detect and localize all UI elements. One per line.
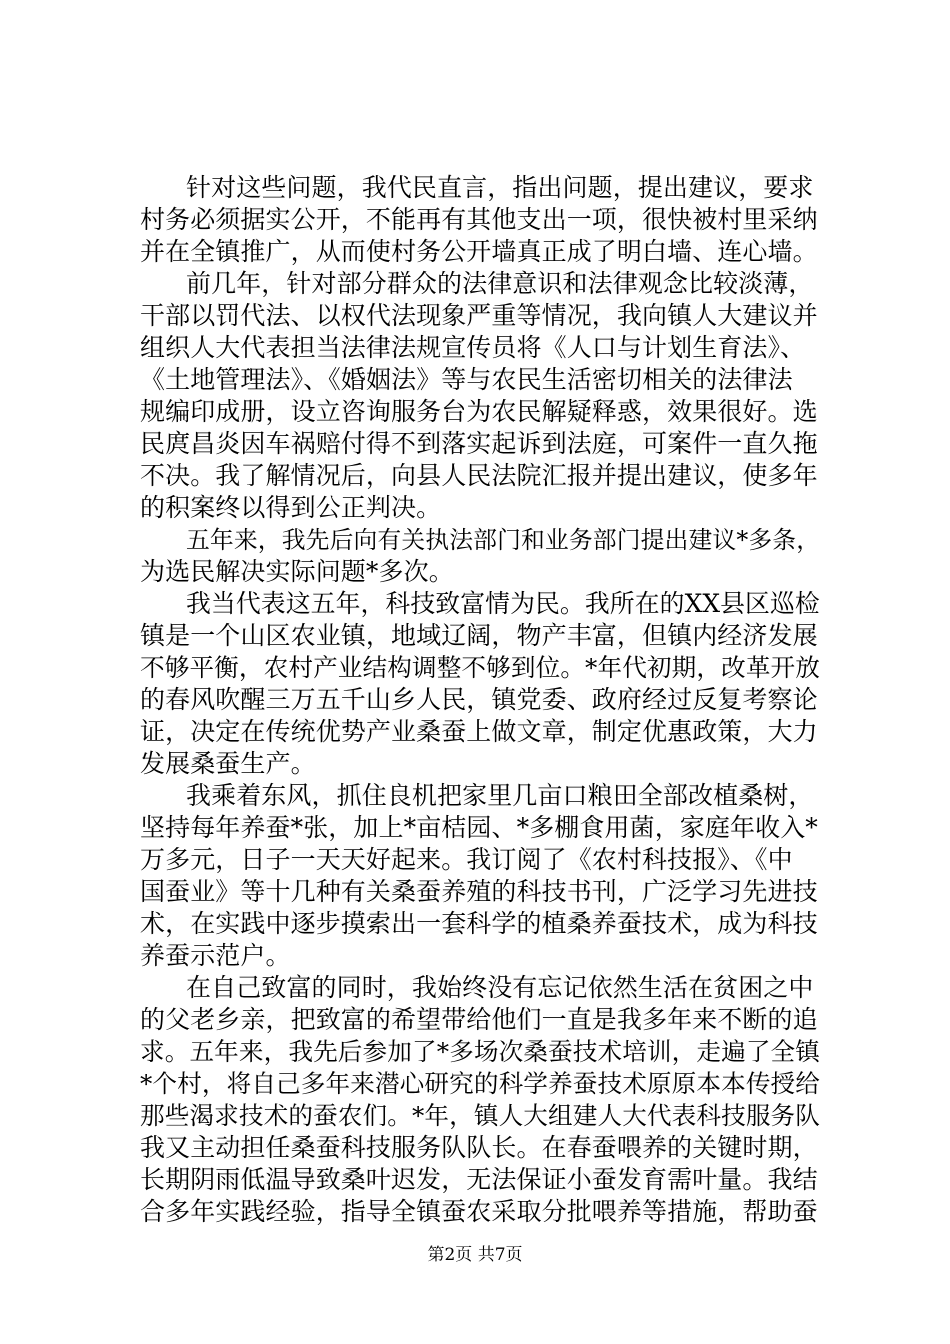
text-line: 我又主动担任桑蚕科技服务队队长。在春蚕喂养的关键时期， [140, 1133, 818, 1162]
text-line: 不决。我了解情况后，向县人民法院汇报并提出建议，使多年 [140, 461, 818, 490]
text-line: 养蚕示范户。 [140, 941, 291, 970]
text-line: 的积案终以得到公正判决。 [140, 493, 442, 522]
text-line: 为选民解决实际问题*多次。 [140, 557, 454, 586]
text-line: 民庹昌炎因车祸赔付得不到落实起诉到法庭，可案件一直久拖 [140, 429, 818, 458]
text-line: 在自己致富的同时，我始终没有忘记依然生活在贫困之中 [186, 973, 814, 1002]
text-line: 合多年实践经验，指导全镇蚕农采取分批喂养等措施，帮助蚕 [140, 1197, 818, 1226]
text-line: 发展桑蚕生产。 [140, 749, 316, 778]
text-line: 针对这些问题，我代民直言，指出问题，提出建议，要求 [186, 173, 814, 202]
text-line: 不够平衡，农村产业结构调整不够到位。*年代初期，改革开放 [140, 653, 820, 682]
text-line: 镇是一个山区农业镇，地域辽阔，物产丰富，但镇内经济发展 [140, 621, 818, 650]
text-line: 《土地管理法》、《婚姻法》等与农民生活密切相关的法律法 [140, 365, 793, 394]
text-line: 规编印成册，设立咨询服务台为农民解疑释惑，效果很好。选 [140, 397, 818, 426]
text-line: 前几年，针对部分群众的法律意识和法律观念比较淡薄， [186, 269, 814, 298]
page-number-footer: 第2页 共7页 [427, 1245, 523, 1265]
text-line: 并在全镇推广，从而使村务公开墙真正成了明白墙、连心墙。 [140, 237, 818, 266]
text-line: 证，决定在传统优势产业桑蚕上做文章，制定优惠政策，大力 [140, 717, 818, 746]
text-line: 万多元，日子一天天好起来。我订阅了《农村科技报》、《中 [140, 845, 793, 874]
text-line: 我乘着东风，抓住良机把家里几亩口粮田全部改植桑树， [186, 781, 814, 810]
text-line: 国蚕业》等十几种有关桑蚕养殖的科技书刊，广泛学习先进技 [140, 877, 818, 906]
text-line: 长期阴雨低温导致桑叶迟发，无法保证小蚕发育需叶量。我结 [140, 1165, 818, 1194]
text-line: 的父老乡亲，把致富的希望带给他们一直是我多年来不断的追 [140, 1005, 818, 1034]
text-line: 求。五年来，我先后参加了*多场次桑蚕技术培训，走遍了全镇 [140, 1037, 820, 1066]
text-line: 坚持每年养蚕*张，加上*亩桔园、*多棚食用菌，家庭年收入* [140, 813, 818, 842]
text-line: 村务必须据实公开，不能再有其他支出一项，很快被村里采纳 [140, 205, 818, 234]
text-line: 组织人大代表担当法律法规宣传员将《人口与计划生育法》、 [140, 333, 806, 362]
text-line: 术，在实践中逐步摸索出一套科学的植桑养蚕技术，成为科技 [140, 909, 818, 938]
body-text [140, 172, 820, 1228]
text-line: 那些渴求技术的蚕农们。*年，镇人大组建人大代表科技服务队 [140, 1101, 820, 1130]
text-line: 干部以罚代法、以权代法现象严重等情况，我向镇人大建议并 [140, 301, 818, 330]
text-line: 五年来，我先后向有关执法部门和业务部门提出建议*多条， [186, 526, 821, 554]
text-line: 的春风吹醒三万五千山乡人民，镇党委、政府经过反复考察论 [140, 685, 818, 714]
text-line: 我当代表这五年，科技致富情为民。我所在的XX县区巡检 [186, 589, 820, 618]
text-line: *个村，将自己多年来潜心研究的科学养蚕技术原原本本传授给 [140, 1069, 820, 1098]
